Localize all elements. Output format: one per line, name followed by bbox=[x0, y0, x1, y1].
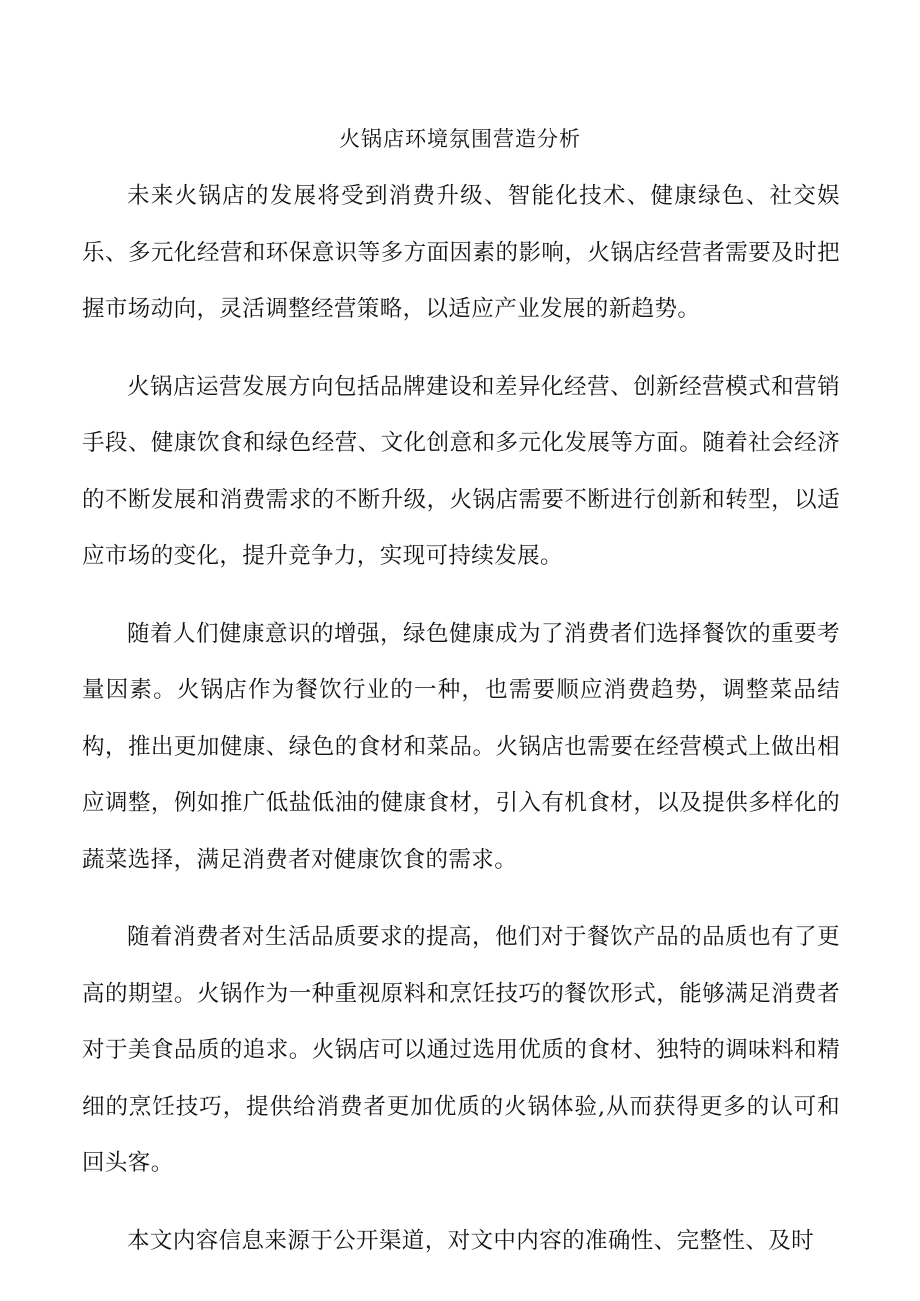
paragraph-5: 本文内容信息来源于公开渠道，对文中内容的准确性、完整性、及时 bbox=[127, 1227, 815, 1254]
body-text bbox=[82, 168, 840, 1290]
paragraph-4: 随着消费者对生活品质要求的提高，他们对于餐饮产品的品质也有了更高的期望。火锅作为一种重视原料和烹饪技巧的餐饮形式，能够满足消费者对于美食品质的追求。火锅店可以通过选用优质的食材、独特的调味料和精细的烹饪技巧，提供给消费者更加优质的火锅体验,从而获得更多的认可和回头客。 bbox=[82, 924, 840, 1176]
paragraph-2: 火锅店运营发展方向包括品牌建设和差异化经营、创新经营模式和营销手段、健康饮食和绿色经营、文化创意和多元化发展等方面。随着社会经济的不断发展和消费需求的不断升级，火锅店需要不断进行创新和转型，以适应市场的变化，提升竞争力，实现可持续发展。 bbox=[82, 373, 840, 569]
paragraph-1: 未来火锅店的发展将受到消费升级、智能化技术、健康绿色、社交娱乐、多元化经营和环保意识等多方面因素的影响，火锅店经营者需要及时把握市场动向，灵活调整经营策略，以适应产业发展的新趋势。 bbox=[82, 183, 840, 322]
page-title: 火锅店环境氛围营造分析 bbox=[339, 127, 581, 151]
paragraph-3: 随着人们健康意识的增强，绿色健康成为了消费者们选择餐饮的重要考量因素。火锅店作为餐饮行业的一种，也需要顺应消费趋势，调整菜品结构，推出更加健康、绿色的食材和菜品。火锅店也需要在经营模式上做出相应调整，例如推广低盐低油的健康食材，引入有机食材，以及提供多样化的蔬菜选择，满足消费者对健康饮食的需求。 bbox=[82, 620, 840, 873]
